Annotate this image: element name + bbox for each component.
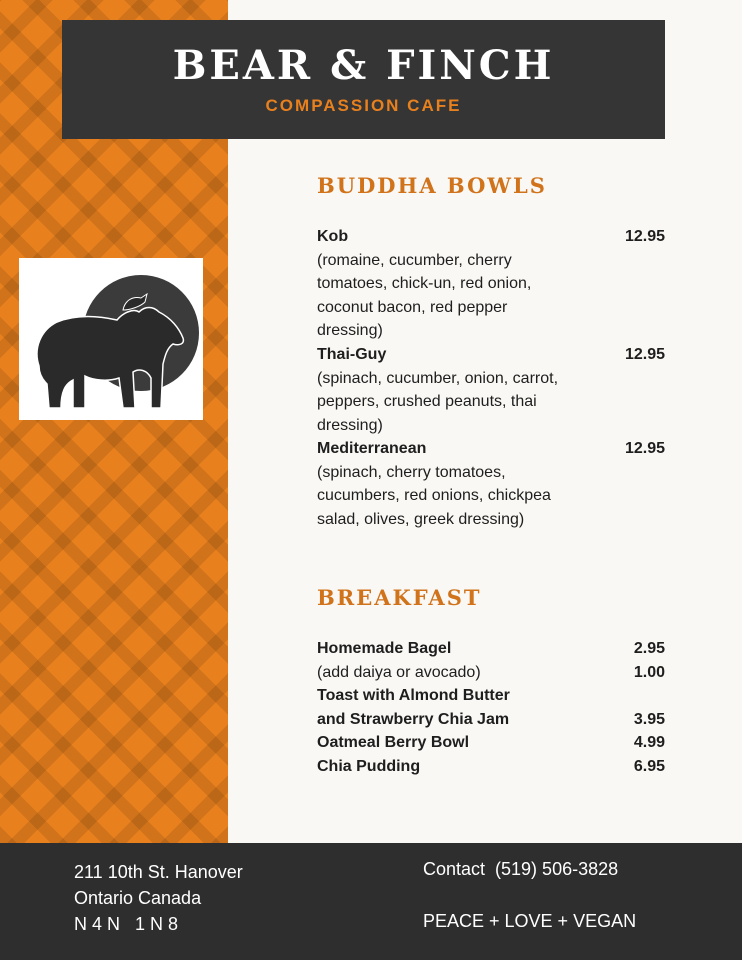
bear-finch-logo [19,258,203,420]
menu-item-mediterranean [317,437,665,531]
line-price: 3.95 [633,710,665,728]
breakfast-line [317,731,665,755]
breakfast-line [317,684,665,708]
breakfast-line [317,755,665,779]
line-text: Homemade Bagel [317,640,452,657]
address-line1: 211 10th St. Hanover [74,862,243,882]
breakfast-line [317,708,665,732]
menu-header [62,20,665,139]
address-line3: N 4 N 1 N 8 [74,914,179,934]
item-price: 12.95 [624,346,665,363]
section-title-breakfast: BREAKFAST [317,585,482,610]
address [74,859,243,937]
cafe-subtitle: COMPASSION CAFE [265,96,462,115]
breakfast-list [317,637,665,778]
line-price: 1.00 [633,663,665,681]
menu-item-thai-guy [317,343,665,437]
line-price: 2.95 [633,640,665,657]
contact-phone: Contact (519) 506-3828 [423,859,619,879]
item-description: (spinach, cucumber, onion, carrot, peppers, crushed peanuts, thai dressing) [317,369,559,434]
item-name: Kob [317,228,349,245]
address-line2: Ontario Canada [74,888,202,908]
breakfast-line [317,637,665,661]
menu-item-kob [317,225,665,343]
section-title-buddha-bowls: BUDDHA BOWLS [317,173,547,198]
line-text: (add daiya or avocado) [317,663,481,681]
item-description: (spinach, cherry tomatoes, cucumbers, red onions, chickpea salad, olives, greek dressing) [317,463,551,528]
menu-footer [0,843,742,960]
line-text: and Strawberry Chia Jam [317,710,510,728]
item-price: 12.95 [624,440,665,457]
item-name: Mediterranean [317,440,427,457]
cafe-title: BEAR & FINCH [172,42,555,89]
breakfast-line [317,661,665,685]
line-price: 4.99 [633,734,665,751]
item-description: (romaine, cucumber, cherry tomatoes, chick-un, red onion, coconut bacon, red pepper dressing) [317,251,532,339]
line-text: Oatmeal Berry Bowl [317,734,470,751]
item-name: Thai-Guy [317,346,387,363]
line-price: 6.95 [633,757,665,775]
tagline: PEACE + LOVE + VEGAN [423,911,637,931]
line-text: Chia Pudding [317,757,421,775]
bear-icon [19,258,203,420]
item-price: 12.95 [624,228,665,245]
line-text: Toast with Almond Butter [317,687,510,704]
